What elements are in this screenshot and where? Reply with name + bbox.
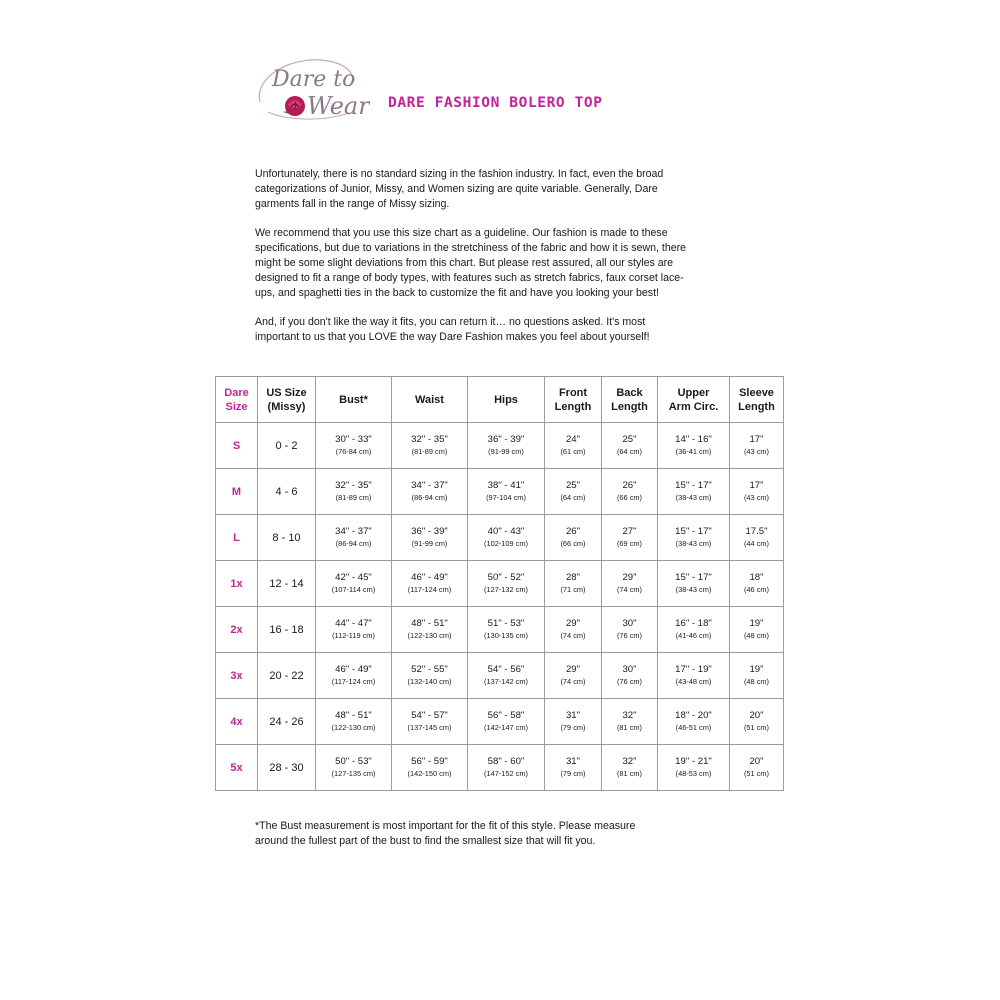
inches-value: 26" (565, 526, 581, 537)
rose-icon (283, 96, 305, 116)
inches-value: 14" - 16" (675, 434, 712, 445)
cm-value: (81 cm) (616, 769, 643, 778)
document-title: DARE FASHION BOLERO TOP (388, 95, 603, 111)
measurement-cell (468, 423, 545, 469)
inches-value: 15" - 17" (675, 572, 712, 583)
cm-value: (44 cm) (743, 539, 770, 548)
cm-value: (102-109 cm) (484, 539, 528, 548)
inches-value: 48" - 51" (411, 618, 448, 629)
measurement-cell (545, 653, 602, 699)
measurement-cell (545, 699, 602, 745)
cm-value: (69 cm) (616, 539, 643, 548)
measurement-cell (658, 745, 730, 791)
cm-value: (61 cm) (560, 447, 586, 456)
cm-value: (127-135 cm) (331, 769, 376, 778)
measurement-cell (392, 699, 468, 745)
cm-value: (137-145 cm) (407, 723, 452, 732)
measurement-cell (316, 515, 392, 561)
measurement-cell (730, 515, 784, 561)
inches-value: 38" - 41" (487, 480, 525, 491)
inches-value: 50" - 52" (487, 572, 525, 583)
inches-value: 42" - 45" (335, 572, 372, 583)
measurement-cell (545, 469, 602, 515)
cm-value: (130-135 cm) (484, 631, 528, 640)
measurement-cell (730, 653, 784, 699)
measurement-cell (730, 423, 784, 469)
table-row (216, 423, 784, 469)
header-sleeve-length: Sleeve Length (730, 377, 784, 423)
inches-value: 32" (622, 710, 637, 721)
cm-value: (38-43 cm) (675, 493, 712, 502)
dare-size-cell: 4x (216, 699, 258, 745)
cm-value: (86-94 cm) (335, 539, 372, 548)
dare-size-cell: 5x (216, 745, 258, 791)
cm-value: (107-114 cm) (331, 585, 376, 594)
measurement-cell (392, 561, 468, 607)
measurement-cell (658, 607, 730, 653)
measurement-cell (468, 469, 545, 515)
header-upper-arm-circ: Upper Arm Circ. (658, 377, 730, 423)
inches-value: 29" (565, 618, 581, 629)
inches-value: 17" - 19" (675, 664, 712, 675)
header-back-length: Back Length (602, 377, 658, 423)
cm-value: (76 cm) (616, 631, 643, 640)
measurement-cell (316, 699, 392, 745)
measurement-cell (392, 653, 468, 699)
inches-value: 34" - 37" (335, 526, 372, 537)
inches-value: 17.5" (745, 526, 768, 537)
measurement-cell (468, 561, 545, 607)
us-size-cell: 28 - 30 (258, 745, 316, 791)
cm-value: (81-89 cm) (411, 447, 448, 456)
inches-value: 36" - 39" (487, 434, 525, 445)
us-size-cell: 0 - 2 (258, 423, 316, 469)
inches-value: 28" (565, 572, 581, 583)
cm-value: (38-43 cm) (675, 585, 712, 594)
inches-value: 17" (749, 480, 764, 491)
cm-value: (46 cm) (743, 585, 770, 594)
intro-paragraph: We recommend that you use this size chart as a guideline. Our fashion is made to these specifications, but due to variations in the stretchiness of the fabric and how it is sewn, there might be some slight deviations from this chart. But please rest assured, all our styles are designed to fit a range of body types, with features such as stretch fabrics, faux corset lace- ups, and spaghetti ties in the back to customize the fit and have you looking your best! (255, 226, 687, 300)
us-size-cell: 16 - 18 (258, 607, 316, 653)
cm-value: (132-140 cm) (407, 677, 452, 686)
measurement-cell (392, 469, 468, 515)
inches-value: 30" - 33" (335, 434, 372, 445)
cm-value: (117-124 cm) (331, 677, 376, 686)
inches-value: 30" (622, 664, 637, 675)
dare-size-cell: 1x (216, 561, 258, 607)
inches-value: 51" - 53" (487, 618, 525, 629)
inches-value: 19" (749, 618, 764, 629)
header-hips: Hips (468, 377, 545, 423)
measurement-cell (468, 607, 545, 653)
cm-value: (66 cm) (616, 493, 643, 502)
cm-value: (51 cm) (743, 769, 770, 778)
measurement-cell (602, 653, 658, 699)
header-dare-size: Dare Size (216, 377, 258, 423)
inches-value: 40" - 43" (487, 526, 525, 537)
inches-value: 31" (565, 756, 581, 767)
measurement-cell (316, 469, 392, 515)
inches-value: 25" (565, 480, 581, 491)
cm-value: (76-84 cm) (335, 447, 372, 456)
inches-value: 26" (622, 480, 637, 491)
measurement-cell (658, 469, 730, 515)
inches-value: 29" (565, 664, 581, 675)
intro-text (255, 167, 755, 358)
cm-value: (43-48 cm) (675, 677, 712, 686)
inches-value: 24" (565, 434, 581, 445)
dare-size-cell: 3x (216, 653, 258, 699)
cm-value: (48-53 cm) (675, 769, 712, 778)
measurement-cell (545, 515, 602, 561)
inches-value: 52" - 55" (411, 664, 448, 675)
measurement-cell (602, 423, 658, 469)
inches-value: 44" - 47" (335, 618, 372, 629)
cm-value: (142-150 cm) (407, 769, 452, 778)
cm-value: (64 cm) (560, 493, 586, 502)
table-header-row (216, 377, 784, 423)
measurement-cell (658, 423, 730, 469)
cm-value: (81 cm) (616, 723, 643, 732)
brand-logo (250, 52, 370, 127)
measurement-cell (468, 745, 545, 791)
inches-value: 32" - 35" (335, 480, 372, 491)
table-row (216, 699, 784, 745)
table-row (216, 607, 784, 653)
header-waist: Waist (392, 377, 468, 423)
inches-value: 50" - 53" (335, 756, 372, 767)
cm-value: (46-51 cm) (675, 723, 712, 732)
us-size-cell: 20 - 22 (258, 653, 316, 699)
cm-value: (142-147 cm) (484, 723, 528, 732)
logo-line1: Dare to (272, 67, 356, 92)
cm-value: (117-124 cm) (407, 585, 452, 594)
inches-value: 20" (749, 710, 764, 721)
inches-value: 54" - 56" (487, 664, 525, 675)
measurement-cell (658, 699, 730, 745)
inches-value: 48" - 51" (335, 710, 372, 721)
size-chart-table (215, 376, 784, 791)
cm-value: (74 cm) (560, 677, 586, 686)
measurement-cell (602, 469, 658, 515)
header-bust: Bust* (316, 377, 392, 423)
cm-value: (41-46 cm) (675, 631, 712, 640)
inches-value: 46" - 49" (335, 664, 372, 675)
measurement-cell (468, 653, 545, 699)
inches-value: 29" (622, 572, 637, 583)
inches-value: 56" - 58" (487, 710, 525, 721)
inches-value: 18" (749, 572, 764, 583)
measurement-cell (602, 515, 658, 561)
inches-value: 27" (622, 526, 637, 537)
measurement-cell (392, 423, 468, 469)
table-row (216, 561, 784, 607)
measurement-cell (730, 469, 784, 515)
dare-size-cell: M (216, 469, 258, 515)
table-row (216, 469, 784, 515)
inches-value: 16" - 18" (675, 618, 712, 629)
us-size-cell: 4 - 6 (258, 469, 316, 515)
header-us-size: US Size (Missy) (258, 377, 316, 423)
inches-value: 36" - 39" (411, 526, 448, 537)
inches-value: 54" - 57" (411, 710, 448, 721)
measurement-cell (730, 561, 784, 607)
cm-value: (76 cm) (616, 677, 643, 686)
logo-line2: Wear (307, 92, 370, 120)
measurement-cell (545, 745, 602, 791)
inches-value: 25" (622, 434, 637, 445)
inches-value: 18" - 20" (675, 710, 712, 721)
header-front-length: Front Length (545, 377, 602, 423)
inches-value: 58" - 60" (487, 756, 525, 767)
measurement-cell (392, 607, 468, 653)
measurement-cell (602, 561, 658, 607)
cm-value: (36-41 cm) (675, 447, 712, 456)
cm-value: (86-94 cm) (411, 493, 448, 502)
inches-value: 17" (749, 434, 764, 445)
cm-value: (122-130 cm) (407, 631, 452, 640)
cm-value: (79 cm) (560, 769, 586, 778)
measurement-cell (602, 745, 658, 791)
cm-value: (91-99 cm) (488, 447, 524, 456)
bust-footnote: *The Bust measurement is most important for the fit of this style. Please measure around the fullest part of the bust to find the smallest size that will fit you. (255, 820, 636, 848)
cm-value: (91-99 cm) (411, 539, 448, 548)
inches-value: 34" - 37" (411, 480, 448, 491)
cm-value: (51 cm) (743, 723, 770, 732)
cm-value: (48 cm) (743, 677, 770, 686)
measurement-cell (316, 423, 392, 469)
us-size-cell: 12 - 14 (258, 561, 316, 607)
measurement-cell (730, 745, 784, 791)
intro-paragraph: And, if you don't like the way it fits, you can return it… no questions asked. It's most important to us that you LOVE the way Dare Fashion makes you feel about yourself! (255, 315, 650, 343)
cm-value: (66 cm) (560, 539, 586, 548)
inches-value: 19" (749, 664, 764, 675)
cm-value: (122-130 cm) (331, 723, 376, 732)
inches-value: 56" - 59" (411, 756, 448, 767)
measurement-cell (316, 561, 392, 607)
measurement-cell (602, 699, 658, 745)
measurement-cell (316, 653, 392, 699)
cm-value: (64 cm) (616, 447, 643, 456)
dare-size-cell: S (216, 423, 258, 469)
inches-value: 15" - 17" (675, 480, 712, 491)
cm-value: (71 cm) (560, 585, 586, 594)
measurement-cell (316, 607, 392, 653)
cm-value: (48 cm) (743, 631, 770, 640)
inches-value: 32" (622, 756, 637, 767)
measurement-cell (545, 423, 602, 469)
inches-value: 32" - 35" (411, 434, 448, 445)
cm-value: (137-142 cm) (484, 677, 528, 686)
measurement-cell (602, 607, 658, 653)
measurement-cell (730, 607, 784, 653)
measurement-cell (392, 515, 468, 561)
inches-value: 20" (749, 756, 764, 767)
cm-value: (147-152 cm) (484, 769, 528, 778)
table-row (216, 515, 784, 561)
inches-value: 30" (622, 618, 637, 629)
cm-value: (79 cm) (560, 723, 586, 732)
cm-value: (43 cm) (743, 493, 770, 502)
measurement-cell (658, 515, 730, 561)
measurement-cell (545, 561, 602, 607)
cm-value: (81-89 cm) (335, 493, 372, 502)
us-size-cell: 8 - 10 (258, 515, 316, 561)
table-row (216, 745, 784, 791)
cm-value: (74 cm) (560, 631, 586, 640)
dare-size-cell: 2x (216, 607, 258, 653)
table-row (216, 653, 784, 699)
cm-value: (38-43 cm) (675, 539, 712, 548)
cm-value: (112-119 cm) (332, 631, 375, 640)
inches-value: 31" (565, 710, 581, 721)
measurement-cell (658, 561, 730, 607)
dare-size-cell: L (216, 515, 258, 561)
intro-paragraph: Unfortunately, there is no standard sizing in the fashion industry. In fact, even the broad categorizations of Junior, Missy, and Women sizing are quite variable. Generally, Dare garments fall in the range of Missy sizing. (255, 168, 664, 211)
inches-value: 46" - 49" (411, 572, 448, 583)
measurement-cell (468, 699, 545, 745)
measurement-cell (545, 607, 602, 653)
measurement-cell (658, 653, 730, 699)
measurement-cell (468, 515, 545, 561)
measurement-cell (730, 699, 784, 745)
cm-value: (127-132 cm) (484, 585, 528, 594)
inches-value: 15" - 17" (675, 526, 712, 537)
cm-value: (97-104 cm) (486, 493, 526, 502)
us-size-cell: 24 - 26 (258, 699, 316, 745)
inches-value: 19" - 21" (675, 756, 712, 767)
measurement-cell (392, 745, 468, 791)
measurement-cell (316, 745, 392, 791)
cm-value: (74 cm) (616, 585, 643, 594)
cm-value: (43 cm) (743, 447, 770, 456)
